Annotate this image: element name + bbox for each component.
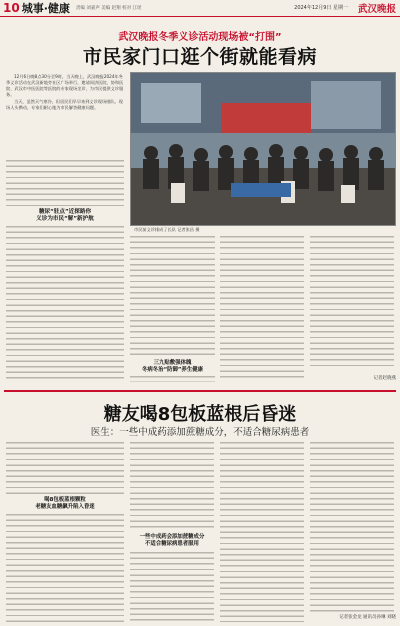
story1-photo — [130, 72, 396, 226]
story2-body-text — [310, 442, 394, 612]
issue-date: 2024年12月9日 星期一 — [294, 5, 348, 11]
story1-body-text — [310, 236, 394, 366]
story1-body-text — [220, 236, 304, 381]
story2-body-text — [130, 552, 214, 622]
story1-lead-column — [6, 74, 124, 158]
story1-lead-paragraph: 12月6日晚8点30分至9时，当天晚上，武汉晚报2024年冬季义诊活动在武汉新地旁社区广场举行，邀请同济医院、协和医院、武汉市中医医院等医院的专家现场坐诊，为市民提供义诊服务。 — [6, 74, 124, 98]
story2-headline: 糖友喝8包板蓝根后昏迷 — [103, 404, 297, 425]
story2-body-text — [220, 442, 304, 622]
story2-subhead-a: 喝8包板蓝根颗粒 老糖友血糖飙升陷入昏迷 — [35, 497, 95, 510]
crowd-photo-image — [131, 73, 395, 225]
story2-body-text — [6, 514, 124, 622]
story1-lead-paragraph: 当天，虽然天气寒冷，但居民们早早来到义诊现场排队。现场人头攒动，专家们耐心地为市民解答健康问题。 — [6, 99, 123, 111]
story2-body-text — [6, 442, 124, 494]
story1-kicker: 武汉晚报冬季义诊活动现场被“打围” — [118, 32, 282, 43]
story2-credit: 记者张金龙 通讯员孙琳 刘晓 — [339, 615, 396, 620]
page-number: 10 — [3, 1, 20, 15]
story1-body-text — [130, 236, 215, 356]
masthead — [0, 0, 400, 17]
story1-headline: 市民家门口逛个街就能看病 — [82, 46, 317, 68]
story2-subhead-b: 一些中成药会添加蔗糖成分 不适合糖尿病患者服用 — [139, 534, 205, 547]
story2-body-text — [130, 442, 214, 530]
editor-credits: 责编 刘嘉声 美编 赵翔 校对 江瑶 — [75, 6, 142, 11]
section-title: 城事·健康 — [21, 2, 70, 15]
story2-deck: 医生：一些中成药添加蔗糖成分，不适合糖尿病患者 — [90, 427, 310, 438]
story1-subhead-a: 糖尿“驻点”近探路你 义诊为市民“解”新护航 — [36, 209, 94, 222]
story-divider — [4, 390, 396, 392]
story1-subhead-b: 三九贴敷强体魄 冬病冬治“防御”养生健康 — [142, 360, 203, 373]
story1-photo-caption: 市民前义诊排成了长队 记者张昌 摄 — [134, 227, 200, 232]
newspaper-logo: 武汉晚报 — [357, 4, 396, 15]
story1-body-text — [130, 376, 215, 382]
story1-credit: 记者赵晓燕 — [373, 376, 396, 381]
story1-body-text — [6, 160, 124, 206]
story1-body-text — [6, 226, 124, 381]
